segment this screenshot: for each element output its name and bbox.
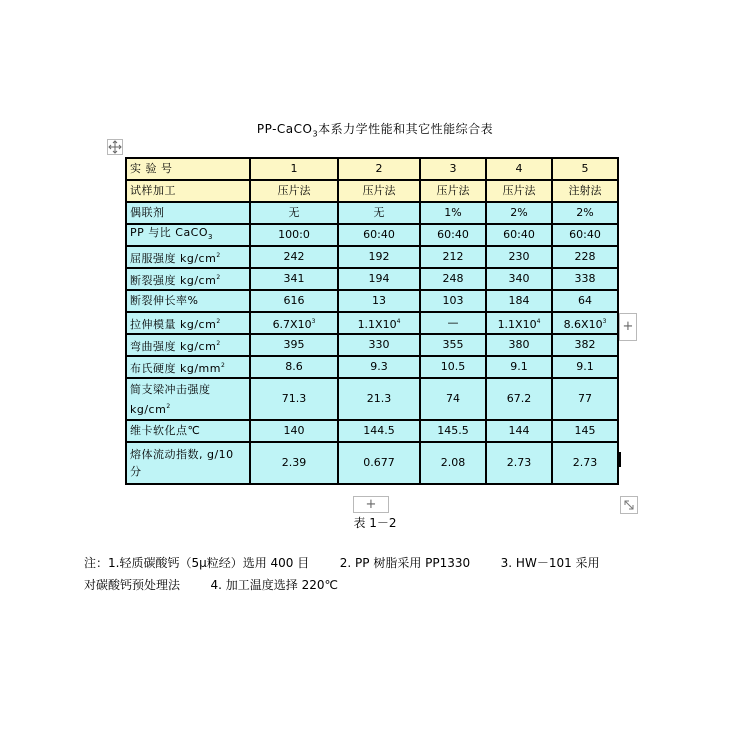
row-label-cell[interactable]: [126, 180, 250, 202]
table-row: [126, 268, 618, 290]
cell-value: 144.5: [363, 424, 395, 437]
table-row: [126, 312, 618, 334]
table-cell[interactable]: [250, 180, 338, 202]
add-row-button[interactable]: +: [353, 496, 389, 513]
header-cell[interactable]: 5: [552, 158, 618, 180]
table-cell[interactable]: [486, 246, 552, 268]
header-cell[interactable]: 4: [486, 158, 552, 180]
cell-value: 9.3: [370, 360, 388, 373]
row-label-superscript: 2: [216, 251, 221, 259]
cell-value: 60:40: [569, 228, 601, 241]
row-label: 弯曲强度 kg/cm: [130, 339, 217, 353]
cell-value: 382: [574, 338, 596, 351]
row-label: 断裂强度 kg/cm: [130, 273, 217, 287]
table-cell[interactable]: [486, 180, 552, 202]
row-label-cell[interactable]: [126, 224, 250, 246]
table-cell[interactable]: [552, 334, 618, 356]
cell-value: 145: [574, 424, 596, 437]
table-row: [126, 180, 618, 202]
row-label-cell[interactable]: [126, 268, 250, 290]
cell-value: 330: [368, 338, 390, 351]
cell-value: 192: [368, 250, 390, 263]
title-suffix: 本系力学性能和其它性能综合表: [318, 122, 494, 136]
table-cell[interactable]: [486, 202, 552, 224]
cell-value: 103: [442, 294, 464, 307]
cell-value: 无: [373, 206, 385, 219]
row-label: 试样加工: [130, 184, 176, 197]
cell-value: —: [447, 316, 459, 329]
cell-value: 压片法: [362, 184, 396, 197]
table-cell[interactable]: [420, 224, 486, 246]
table-row: [126, 334, 618, 356]
cell-value: 340: [508, 272, 530, 285]
cell-value: 9.1: [510, 360, 528, 373]
table-cell[interactable]: [338, 180, 420, 202]
row-label-cell[interactable]: [126, 290, 250, 312]
add-column-button[interactable]: +: [619, 313, 637, 341]
cell-value: 140: [283, 424, 305, 437]
table-cell[interactable]: [420, 378, 486, 420]
table-cell[interactable]: [552, 202, 618, 224]
table-cell[interactable]: [486, 442, 552, 484]
cell-value: 2%: [510, 206, 528, 219]
table-cell[interactable]: [338, 334, 420, 356]
table-cell[interactable]: [486, 224, 552, 246]
table-cell[interactable]: [338, 312, 420, 334]
row-label-superscript: 2: [216, 317, 221, 325]
table-cell[interactable]: [338, 420, 420, 442]
cell-value: 184: [508, 294, 530, 307]
table-cell[interactable]: [552, 442, 618, 484]
cell-value: 242: [283, 250, 305, 263]
row-label: 拉伸模量 kg/cm: [130, 317, 217, 331]
row-label-superscript: 2: [216, 273, 221, 281]
table-cell[interactable]: [420, 420, 486, 442]
cell-value: 2.39: [281, 456, 307, 469]
cell-value: 1.1X10: [357, 317, 397, 331]
table-cell[interactable]: [338, 224, 420, 246]
table-cell[interactable]: [486, 378, 552, 420]
cell-value: 616: [283, 294, 305, 307]
cell-value: 10.5: [440, 360, 466, 373]
table-header-row: [126, 158, 618, 180]
row-label-cell[interactable]: [126, 334, 250, 356]
table-cell[interactable]: [486, 420, 552, 442]
table-cell[interactable]: [250, 378, 338, 420]
cell-value: 1%: [444, 206, 462, 219]
cell-value: 1.1X10: [497, 317, 537, 331]
cell-value: 338: [574, 272, 596, 285]
table-cell[interactable]: [552, 224, 618, 246]
cell-value: 144: [508, 424, 530, 437]
table-cell[interactable]: [250, 268, 338, 290]
table-row: [126, 246, 618, 268]
row-label: 偶联剂: [130, 206, 165, 219]
table-cell[interactable]: [338, 246, 420, 268]
cell-value: 71.3: [281, 392, 307, 405]
table-row: [126, 202, 618, 224]
table-cell[interactable]: [338, 202, 420, 224]
table-cell[interactable]: [250, 290, 338, 312]
cell-value: 2%: [576, 206, 594, 219]
table-resize-icon[interactable]: [620, 496, 638, 514]
table-row: [126, 420, 618, 442]
header-cell[interactable]: 3: [420, 158, 486, 180]
table-row: [126, 378, 618, 420]
table-cell[interactable]: [486, 268, 552, 290]
table-row: [126, 356, 618, 378]
cell-value-superscript: 4: [536, 317, 541, 325]
table-caption: 表 1－2: [353, 516, 397, 530]
cell-value: 212: [442, 250, 464, 263]
text-cursor: [619, 452, 621, 467]
table-cell[interactable]: [250, 420, 338, 442]
header-cell[interactable]: 1: [250, 158, 338, 180]
note-line-2: 对碳酸钙预处理法 4. 加工温度选择 220℃: [84, 578, 338, 592]
cell-value: 2.73: [572, 456, 598, 469]
note-line-1: 注：1.轻质碳酸钙（5μ粒经）选用 400 目 2. PP 树脂采用 PP1330 3. HW－101 采用: [84, 556, 600, 570]
row-label: 屈服强度 kg/cm: [130, 251, 217, 265]
row-label: PP 与比 CaCO: [130, 225, 209, 239]
row-label-subscript: 3: [208, 233, 213, 242]
cell-value: 230: [508, 250, 530, 263]
cell-value: 100:0: [278, 228, 310, 241]
header-cell[interactable]: 实 验 号: [126, 158, 250, 180]
properties-table: [125, 157, 619, 485]
cell-value: 74: [446, 392, 460, 405]
table-row: [126, 290, 618, 312]
cell-value: 67.2: [506, 392, 532, 405]
table-move-handle-icon[interactable]: [107, 139, 123, 155]
row-label-superscript: 2: [216, 339, 221, 347]
table-cell[interactable]: [486, 356, 552, 378]
table-cell[interactable]: [420, 268, 486, 290]
cell-value: 压片法: [502, 184, 536, 197]
table-cell[interactable]: [420, 246, 486, 268]
table-cell[interactable]: [338, 290, 420, 312]
table-cell[interactable]: [250, 224, 338, 246]
row-label-superscript: 2: [221, 361, 226, 369]
title-subscript: 3: [312, 129, 319, 139]
cell-value: 2.08: [440, 456, 466, 469]
cell-value: 60:40: [437, 228, 469, 241]
table-cell[interactable]: [486, 334, 552, 356]
table-cell[interactable]: [250, 356, 338, 378]
table-cell[interactable]: [420, 202, 486, 224]
header-cell[interactable]: 2: [338, 158, 420, 180]
table-cell[interactable]: [552, 180, 618, 202]
cell-value: 2.73: [506, 456, 532, 469]
table-cell[interactable]: [250, 442, 338, 484]
row-label-cell[interactable]: [126, 202, 250, 224]
cell-value: 145.5: [437, 424, 469, 437]
table-cell[interactable]: [250, 312, 338, 334]
row-label: 熔体流动指数, g/10 分: [130, 448, 234, 478]
cell-value: 0.677: [363, 456, 395, 469]
row-label: 维卡软化点℃: [130, 424, 201, 437]
cell-value: 248: [442, 272, 464, 285]
table-cell[interactable]: [250, 334, 338, 356]
table-cell[interactable]: [338, 442, 420, 484]
cell-value: 60:40: [363, 228, 395, 241]
row-label-cell[interactable]: [126, 246, 250, 268]
row-label: 简支梁冲击强度 kg/cm: [130, 382, 211, 416]
cell-value: 13: [372, 294, 386, 307]
table-cell[interactable]: [486, 290, 552, 312]
cell-value: 228: [574, 250, 596, 263]
cell-value: 77: [578, 392, 592, 405]
table-cell[interactable]: [338, 378, 420, 420]
table-row: [126, 224, 618, 246]
cell-value: 无: [288, 206, 300, 219]
table-cell[interactable]: [552, 378, 618, 420]
table-row: [126, 442, 618, 484]
table-cell[interactable]: [420, 180, 486, 202]
table-cell[interactable]: [486, 312, 552, 334]
table-cell[interactable]: [250, 202, 338, 224]
table-cell[interactable]: [552, 246, 618, 268]
table-cell[interactable]: [420, 334, 486, 356]
cell-value: 60:40: [503, 228, 535, 241]
cell-value: 194: [368, 272, 390, 285]
row-label: 布氏硬度 kg/mm: [130, 361, 221, 375]
table-cell[interactable]: [552, 268, 618, 290]
table-cell[interactable]: [420, 312, 486, 334]
cell-value-superscript: 4: [396, 317, 401, 325]
table-cell[interactable]: [552, 356, 618, 378]
table-cell[interactable]: [338, 268, 420, 290]
cell-value: 64: [578, 294, 592, 307]
table-cell[interactable]: [420, 356, 486, 378]
cell-value: 压片法: [277, 184, 311, 197]
cell-value: 395: [283, 338, 305, 351]
cell-value: 注射法: [568, 184, 602, 197]
cell-value: 8.6X10: [563, 317, 603, 331]
table-cell[interactable]: [338, 356, 420, 378]
row-label-cell[interactable]: [126, 378, 250, 420]
row-label-cell[interactable]: [126, 420, 250, 442]
row-label-cell[interactable]: [126, 312, 250, 334]
cell-value: 9.1: [576, 360, 594, 373]
cell-value: 压片法: [436, 184, 470, 197]
row-label-cell[interactable]: [126, 442, 250, 484]
title-prefix: PP-CaCO: [256, 122, 313, 136]
cell-value: 355: [442, 338, 464, 351]
table-cell[interactable]: [250, 246, 338, 268]
table-cell[interactable]: [552, 290, 618, 312]
table-cell[interactable]: [420, 442, 486, 484]
cell-value: 341: [283, 272, 305, 285]
cell-value-superscript: 3: [602, 317, 607, 325]
row-label-cell[interactable]: [126, 356, 250, 378]
table-cell[interactable]: [420, 290, 486, 312]
cell-value-superscript: 3: [311, 317, 316, 325]
cell-value: 6.7X10: [272, 317, 312, 331]
cell-value: 21.3: [366, 392, 392, 405]
cell-value: 380: [508, 338, 530, 351]
table-cell[interactable]: [552, 420, 618, 442]
row-label: 断裂伸长率%: [130, 294, 199, 307]
cell-value: 8.6: [285, 360, 303, 373]
row-label-superscript: 2: [166, 402, 171, 410]
table-cell[interactable]: [552, 312, 618, 334]
